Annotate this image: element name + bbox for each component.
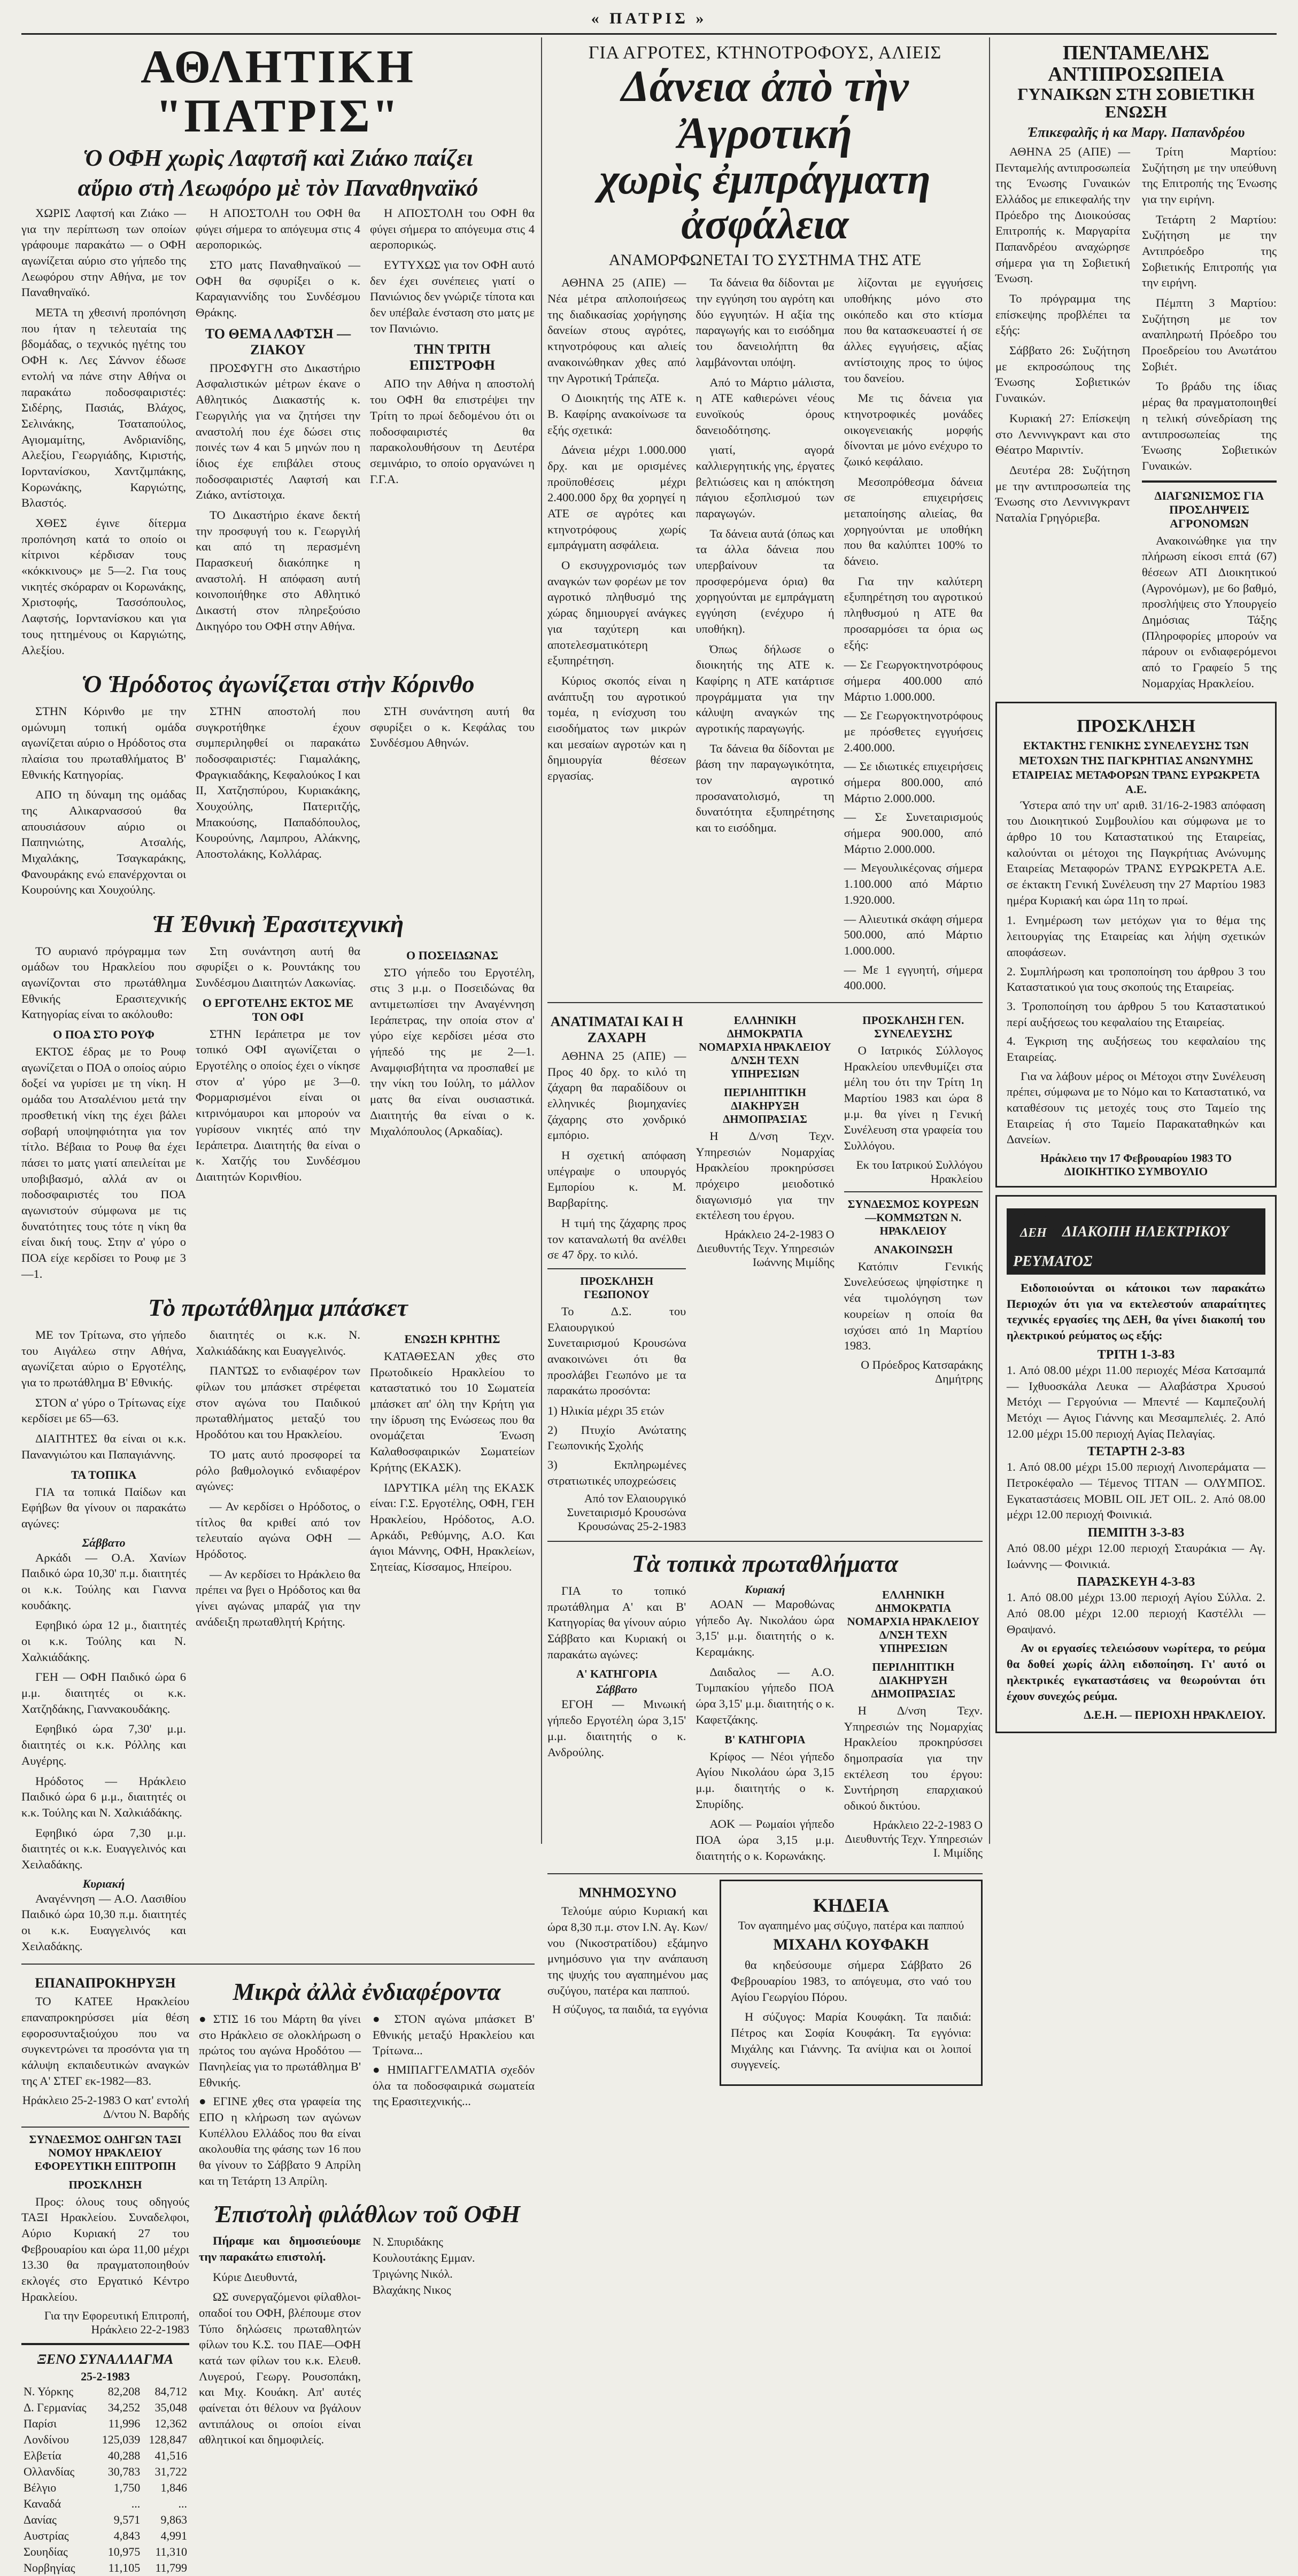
loans-paragraph: Δάνεια μέχρι 1.000.000 δρχ. και με ορισμένες προϋποθέσεις μέχρι 2.400.000 δρχ θα χορηγεί η ΑΤΕ σε αγρότες και κτηνοτρόφους χωρίς εμπράγματη ασφάλεια. (547, 443, 686, 552)
fx-rate: 4,991 (160, 2529, 187, 2543)
basket-subhead: ΕΝΩΣΗ ΚΡΗΤΗΣ (404, 1332, 500, 1346)
kouyros-subhead: ΑΝΑΚΟΙΝΩΣΗ (874, 1243, 953, 1256)
epistoli-headline: Ἐπιστολὴ φιλάθλων τοῦ ΟΦΗ (213, 2200, 521, 2228)
fx-rate: 82,208 (107, 2385, 141, 2399)
amateur-article (21, 943, 535, 1286)
power-outage-title-bar (1007, 1208, 1265, 1275)
fx-rate: 35,048 (154, 2401, 187, 2415)
schedule-item: ΕΓΟΗ — Μινωική γήπεδο Εργοτέλη ώρα 3,15' μ.μ. διαιτητής ο κ. Ανδρούλης. (547, 1697, 686, 1759)
ofh-paragraph: ΧΩΡΙΣ Λαφτσή και Ζιάκο — για την περίπτωση των οποίων γράφουμε παρακάτω — ο ΟΦΗ αγωνίζεται αύριο στο γήπεδο της Λεωφόρου στην Αθήνα, με τον Παναθηναϊκό. (21, 206, 186, 299)
sugar-paragraph: Η σχετική απόφαση υπέγραψε ο υπουργός Εμπορίου κ. Μ. Βαρβαρίτης. (547, 1149, 686, 1210)
amateur-subhead: Ο ΕΡΓΟΤΕΛΗΣ ΕΚΤΟΣ ΜΕ ΤΟΝ ΟΦΙ (202, 996, 354, 1023)
fx-rate: ... (178, 2497, 187, 2511)
basket-paragraph: ΚΑΤΑΘΕΣΑΝ χθες στο Πρωτοδικείο Ηρακλείου το καταστατικό του 10 Σωματεία μπάσκετ απ' όλη την Κρήτη για την ίδρυση της Ενώσεως που θα ονομάζεται Ένωση Καλαθοσφαιρικών Σωματείων Κρήτης (ΕΚΑΣΚ). (370, 1349, 535, 1474)
fx-rate: 11,310 (155, 2545, 187, 2559)
fx-row (21, 2416, 189, 2432)
fx-row (21, 2384, 189, 2400)
doctors-paragraph: Ο Ιατρικός Σύλλογος Ηρακλείου υπενθυμίζει στα μέλη του ότι την Τρίτη 1η Μαρτίου 1983 και ώρα 8 μ.μ. θα γίνει η Γενική Συνέλευση στα γραφεία του Συλλόγου. (844, 1043, 983, 1153)
fx-row (21, 2400, 189, 2416)
power-outage-day: ΠΕΜΠΤΗ 3-3-83 (1087, 1526, 1185, 1540)
epistoli-signature: Τριγώνης Νικόλ. (373, 2267, 453, 2281)
third-subhead: ΤΗΝ ΤΡΙΤΗ ΕΠΙΣΤΡΟΦΗ (410, 342, 495, 374)
schedule-item: Αρκάδι — Ο.Α. Χανίων Παιδικό ώρα 10,30' π.μ. διαιτητές οι κ.κ. Τούλης και Γιαννα κουδάκης. (21, 1550, 186, 1612)
epistoli-signature: Βλαχάκης Νικος (373, 2283, 451, 2297)
middle-lower (547, 1008, 983, 1536)
women-headline-1: ΠΕΝΤΑΜΕΛΗΣ ΑΝΤΙΠΡΟΣΩΠΕΙΑ (1048, 42, 1224, 86)
column-divider (541, 37, 542, 1844)
power-outage-footer: Αν οι εργασίες τελειώσουν νωρίτερα, το ρεύμα θα δοθεί χωρίς άλλη ειδοποίηση. Γι' αυτό οι ηλεκτρικές εγκαταστάσεις να θεωρούνται ότι έχουν συνεχώς ρεύμα. (1007, 1641, 1265, 1703)
dei-logo-icon: ΔΕΗ (1013, 1213, 1054, 1253)
power-outage-areas: 1. Από 08.00 μέχρι 11.00 περιοχές Μέσα Κατσαμπά — Ιχθυοσκάλα Λευκα — Αλαβάστρα Χρυσού Μετόχι — Γεργούνια — Μπεντέ — Καμπεζουλή Μετόχι — Αγιος Γιάννης και Μεσαμπελιές. 2. Από 12.00 μέχρι 15.00 περιοχή Αγίας Πελαγίας. (1007, 1363, 1265, 1440)
schedule-item: Εφηβικό ώρα 7,30 μ.μ. διαιτητές οι κ.κ. Ευαγγελινός και Χειλαδάκης. (21, 1826, 186, 1871)
loans-paragraph: Όπως δήλωσε ο διοικητής της ΑΤΕ κ. Καφίρης η ΑΤΕ κατάρτισε προγράμματα για την κάλυψη αναγκών της αγροτικής παραγωγής. (696, 642, 835, 735)
basket-article (21, 1327, 535, 1958)
column-divider (989, 37, 990, 1844)
women-paragraph: Δευτέρα 28: Συζήτηση με την αντιπροσωπεία της Ένωσης στο Λεννινγκραντ Ναταλία Γρηγόριεβα. (995, 463, 1130, 524)
divider (21, 2127, 189, 2128)
local-champ-article (547, 1583, 983, 1868)
herodotos-paragraph: ΣΤΗ συνάντηση αυτή θα σφυρίξει ο κ. Κεφάλας του Συνδέσμου Αθηνών. (370, 704, 535, 750)
sports-section (21, 41, 535, 2575)
fx-rate: 128,847 (149, 2433, 187, 2447)
basket-headline: Τὸ πρωτάθλημα μπάσκετ (148, 1294, 408, 1322)
mnimosyno-headline: ΜΝΗΜΟΣΥΝΟ (578, 1885, 677, 1901)
fx-rate: 9,571 (113, 2513, 141, 2527)
women-paragraph: Σάββατο 26: Συζήτηση με εκπροσώπους της Ένωσης Σοβιετικών Γυναικών. (995, 344, 1130, 405)
epistoli-paragraph: ΩΣ συνεργαζόμενοι φίλαθλοι-οπαδοί του ΟΦΗ, βλέπουμε στον Τύπο δηλώσεις πρωταθλητών φίλων του Κ.Σ. του ΠΑΕ—ΟΦΗ κατά των φίλων του κ.κ. Ελευθ. Λυγερού, Γεωργ. Ρουσοπάκη, και Μιχ. Κουάκη. Απ' αυτές φαίνεται ότι θέλουν να βγάλουν αντιπάλους οι οποίοι είναι αθλητικοί και δημοφιλείς. (199, 2290, 361, 2447)
masthead: « ΠΑΤΡΙΣ » (591, 10, 707, 27)
schedule-item: Κρίφος — Νέοι γήπεδο Αγίου Νικολάου ώρα 3,15 μ.μ. διαιτητής ο κ. Σπυρίδης. (696, 1749, 835, 1811)
theme-paragraph: ΠΡΟΣΦΥΓΗ στο Δικαστήριο Ασφαλιστικών μέτρων έκανε ο Αθλητικός Διακαστής κ. Γεωργιλής για να ζητήσει την αναστολή που έχε δώσει στις ποινές των 4 και 5 μηνών που η ίδιος έχε επιβάλει στους ποδοσφαιριστές Λαφτσή και Ζιάκο, αντίστοιχα. (196, 361, 360, 502)
farmer-call-item: 2) Πτυχίο Ανώτατης Γεωπονικής Σχολής (547, 1423, 686, 1453)
fx-currency: Αυστρίας (24, 2529, 69, 2543)
loans-paragraph: ΑΘΗΝΑ 25 (ΑΠΕ) — Νέα μέτρα απλοποιήσεως της διαδικασίας χορήγησης δανείων στους αγρότες, κτηνοτρόφους και αλιείς ανακοινώθηκαν χθες από την Αγροτική Τράπεζα. (547, 276, 686, 385)
fx-row (21, 2528, 189, 2544)
fx-row (21, 2448, 189, 2464)
women-byline: Ἐπικεφαλῆς ἡ κα Μαργ. Παπανδρέου (1027, 124, 1245, 140)
epistoli-paragraph: Πήραμε και δημοσιεύουμε την παρακάτω επιστολή. (199, 2234, 361, 2263)
divider (21, 1964, 535, 1965)
ofh-paragraph: ΣΤΟ ματς Παναθηναϊκού — ΟΦΗ θα σφυρίξει ο κ. Καραγιαννίδης του Συνδέσμου Θράκης. (196, 258, 360, 320)
sugar-headline: ΑΝΑΤΙΜΑΤΑΙ ΚΑΙ Η ΖΑΧΑΡΗ (550, 1013, 683, 1045)
power-outage-day: ΤΡΙΤΗ 1-3-83 (1097, 1347, 1175, 1362)
divider (547, 1002, 983, 1003)
agronomists-headline: ΔΙΑΓΩΝΙΣΜΟΣ ΓΙΑ ΠΡΟΣΛΗΨΕΙΣ ΑΓΡΟΝΟΜΩΝ (1154, 488, 1264, 530)
category-a-label: Α' ΚΑΤΗΓΟΡΙΑ (576, 1667, 658, 1681)
fx-rate: 4,843 (113, 2529, 141, 2543)
gov-paragraph: Η Δ/νση Τεχν. Υπηρεσιών Νομαρχίας Ηρακλείου προκηρύσσει πρόχειρο μειοδοτικό διαγωνισμό για την εκτέλεση του έργου. (696, 1129, 835, 1222)
divider (547, 1873, 983, 1874)
misc-headline: Μικρὰ ἀλλὰ ἐνδιαφέροντα (233, 1978, 501, 2006)
fx-row (21, 2512, 189, 2528)
basket-paragraph: ΔΙΑΙΤΗΤΕΣ θα είναι οι κ.κ. Πανανγιώτου και Παπαγιάννης. (21, 1432, 186, 1461)
loans-paragraph: Ο Διοικητής της ΑΤΕ κ. Β. Καφίρης ανακοίνωσε τα εξής σχετικά: (547, 391, 686, 437)
taxi-headline: ΣΥΝΔΕΣΜΟΣ ΟΔΗΓΩΝ ΤΑΞΙ ΝΟΜΟΥ ΗΡΑΚΛΕΙΟΥ ΕΦΟΡΕΥΤΙΚΗ ΕΠΙΤΡΟΠΗ (29, 2132, 182, 2172)
obituaries (547, 1880, 983, 2086)
fx-currency: Λονδίνου (24, 2433, 69, 2447)
mnimosyno-paragraph: Τελούμε αύριο Κυριακή και ώρα 8,30 π.μ. στον Ι.Ν. Αγ. Κων/νου (Νικοστρατίδου) εξάμηνο μνημόσυνο για την ανάπαυση της ψυχής του αγαπημένου μας συζύγου, πατέρα και παππού. (547, 1904, 708, 1997)
sports-headline-1: Ὁ ΟΦΗ χωρὶς Λαφτσῆ καὶ Ζιάκο παίζει (83, 144, 473, 171)
basket-paragraph: — Αν κερδίσει το Ηράκλειο θα πρέπει να βγει ο Ηρόδοτος και θα γίνει αγώνας μπαράζ για την ανάδειξη πρωταθλητή Κρήτης. (196, 1567, 360, 1628)
loan-limit-item: — Σε Γεωργοκτηνοτρόφους με πρόσθετες εγγυήσεις 2.400.000. (844, 709, 983, 754)
farmer-call-item: 1) Ηλικία μέχρι 35 ετών (547, 1404, 665, 1417)
fx-table (21, 2384, 189, 2576)
reprint-paragraph: ΤΟ ΚΑΤΕΕ Ηρακλείου επαναπροκηρύσσει μία θέση εφοροσυνταξιούχου που να συγκεντρώνει τα προσόντα για τη κάλυψη εκπαιδευτικών αναγκών της Α' ΣΤΕΓ εκ-1982—83. (21, 1995, 189, 2088)
farmer-call-headline: ΠΡΟΣΚΛΗΣΗ ΓΕΩΠΟΝΟΥ (580, 1274, 654, 1301)
epistoli-signature: Κουλουτάκης Εμμαν. (373, 2251, 475, 2265)
third-paragraph: ΑΠΟ την Αθήνα η αποστολή του ΟΦΗ θα επιστρέψει την Τρίτη το πρωί δεδομένου ότι οι ποδοσφαιριστές θα παρακολουθήσουν τη Δευτέρα σεμινάριο, το οποίο οργανώνει η Γ.Γ.Α. (370, 377, 535, 486)
women-paragraph: Τρίτη Μαρτίου: Συζήτηση με την υπεύθυνη της Επιτροπής της Ένωσης για την ειρήνη. (1142, 144, 1277, 206)
fx-currency: Σουηδίας (24, 2545, 68, 2559)
fx-currency: Βέλγιο (24, 2481, 57, 2495)
fx-rate: 31,722 (154, 2465, 187, 2479)
mnimosyno-signature: Η σύζυγος, τα παιδιά, τα εγγόνια (552, 2003, 708, 2016)
sugar-paragraph: ΑΘΗΝΑ 25 (ΑΠΕ) — Προς 40 δρχ. το κιλό τη ζάχαρη θα παραδίδουν οι ελληνικές βιομηχανίες ζάχαρης στο χονδρικό εμπόριο. (547, 1049, 686, 1142)
herodotos-headline: Ὁ Ἡρόδοτος ἀγωνίζεται στὴν Κόρινθο (81, 670, 475, 698)
fx-row (21, 2464, 189, 2480)
epistoli-paragraph: Κύριε Διευθυντά, (213, 2270, 298, 2284)
reprint-signature: Ηράκλειο 25-2-1983 Ο κατ' εντολή Δ/ντου Ν. Βαρδής (22, 2093, 189, 2121)
reprint-headline: ΕΠΑΝΑΠΡΟΚΗΡΥΞΗ (35, 1975, 176, 1991)
general-meeting-item: 3. Τροποποίηση του άρθρου 5 του Καταστατικού περί αυξήσεως του κεφαλαίου της Εταιρείας. (1007, 999, 1265, 1029)
amateur-subhead: Ο ΠΟΑ ΣΤΟ ΡΟΥΦ (53, 1028, 154, 1042)
amateur-paragraph: ΣΤΟ γήπεδο του Εργοτέλη, στις 3 μ.μ. ο Ποσειδώνας θα αντιμετωπίσει την Αναγέννηση Ιεράπετρας, την οποία στον α' γύρο είχε κερδίσει μέσα στο γήπεδό της με 2—1. Αναμφισβήτητα να προσπαθεί με την νίκη του Ιούλη, το μάλλον ματς θα είναι ουσιαστικά. Διαιτητής θα είναι ο κ. Μιχαλόπουλος (Αρκαδίας). (370, 965, 535, 1138)
sunday-label: Κυριακή (82, 1876, 125, 1890)
sports-headline-2: αὔριο στὴ Λεωφόρο μὲ τὸν Παναθηναϊκό (78, 175, 478, 201)
gov-signature: Ηράκλειο 24-2-1983 Ο Διευθυντής Τεχν. Υπηρεσιών Ιωάννης Μιμίδης (696, 1228, 835, 1269)
women-paragraph: Το βράδυ της ίδιας μέρας θα πραγματοποιηθεί η τελική σύνεδρίαση της αντιπροσωπείας της Ένωσης Σοβιετικών Γυναικών. (1142, 379, 1277, 472)
loans-paragraph: λίζονται με εγγυήσεις υποθήκης μόνο στο οικόπεδο και στο κτίσμα που θα κατασκευαστεί ή σε άλλες εγγυήσεις, αξίας αντίστοιχης προς το ύψος του δανείου. (844, 276, 983, 385)
schedule-item: ΑΟΚ — Ρωμαίοι γήπεδο ΠΟΑ ώρα 3,15 μ.μ. διαιτητής ο κ. Κορωνάκης. (696, 1817, 835, 1863)
fx-row (21, 2544, 189, 2560)
sugar-paragraph: Η τιμή της ζάχαρης προς τον καταναλωτή θα ανέλθει σε 47 δρχ. το κιλό. (547, 1216, 686, 1262)
funeral-relatives: Η σύζυγος: Μαρία Κουφάκη. Τα παιδιά: Πέτρος και Σοφία Κουφάκη. Τα εγγόνια: Μιχάλης και Γιάννης. Τα ανίψια και οι λοιποί συγγενείς. (731, 2010, 971, 2071)
amateur-paragraph: ΤΟ αυριανό πρόγραμμα των ομάδων του Ηρακλείου που αγωνίζονται στο πρωτάθλημα Εθνικής Ερασιτεχνικής Κατηγορίας είναι το ακόλουθο: (21, 944, 186, 1021)
power-outage-areas: 1. Από 08.00 μέχρι 13.00 περιοχή Αγίου Σύλλα. 2. Από 08.00 μέχρι 12.00 περιοχή Καστέλλι — Θραψανό. (1007, 1590, 1265, 1636)
loans-kicker: ΓΙΑ ΑΓΡΟΤΕΣ, ΚΤΗΝΟΤΡΟΦΟΥΣ, ΑΛΙΕΙΣ (588, 43, 942, 63)
funeral-name: ΜΙΧΑΗΛ ΚΟΥΦΑΚΗ (773, 1936, 929, 1954)
power-outage-day: ΠΑΡΑΣΚΕΥΗ 4-3-83 (1077, 1575, 1195, 1589)
misc-item: ● ΗΜΙΠΑΓΓΕΛΜΑΤΙΑ σχεδόν όλα τα ποδοσφαιρικά σωματεία της Ερασιτεχνικής... (373, 2063, 535, 2108)
power-outage-headline: ΔΙΑΚΟΠΗ ΗΛΕΚΤΡΙΚΟΥ ΡΕΥΜΑΤΟΣ (1013, 1223, 1229, 1270)
loan-limit-item: — Σε Γεωργοκτηνοτρόφους σήμερα 400.000 από Μάρτιο 1.000.000. (844, 658, 983, 703)
fx-currency: Παρίσι (24, 2417, 57, 2431)
fx-date: 25-2-1983 (81, 2370, 130, 2384)
doctors-headline: ΠΡΟΣΚΛΗΣΗ ΓΕΝ. ΣΥΝΕΛΕΥΣΗΣ (862, 1013, 964, 1040)
amateur-paragraph: Στη συνάντηση αυτή θα σφυρίξει ο κ. Ρουντάκης του Συνδέσμου Διαιτητών Λακωνίας. (196, 944, 360, 990)
theme-subhead: ΤΟ ΘΕΜΑ ΛΑΦΤΣΗ — ΖΙΑΚΟΥ (205, 325, 351, 358)
fx-rate: ... (131, 2497, 141, 2511)
sunday-label: Κυριακή (745, 1583, 785, 1596)
general-meeting-subhead: ΕΚΤΑΚΤΗΣ ΓΕΝΙΚΗΣ ΣΥΝΕΛΕΥΣΗΣ ΤΩΝ ΜΕΤΟΧΩΝ ΤΗΣ ΠΑΓΚΡΗΤΙΑΣ ΑΝΩΝΥΜΗΣ ΕΤΑΙΡΕΙΑΣ ΜΕΤΑΦΟΡΩΝ ΤΡΑΝΣ ΕΥΡΩΚΡΕΤΑ Α.Ε. (1012, 739, 1260, 796)
basket-subhead: ΤΑ ΤΟΠΙΚΑ (71, 1468, 137, 1481)
loans-paragraph: Ο εκσυγχρονισμός των αναγκών των φορέων με τον αγροτικό πληθυσμό της χώρας δημιουργεί ανάγκες για ταχύτερη και αποτελεσματικότερη εξυπηρέτηση. (547, 558, 686, 668)
fx-rate: 1,750 (113, 2481, 141, 2495)
basket-paragraph: διαιτητές οι κ.κ. Ν. Χαλκιάδάκης και Ευαγγελινός. (196, 1328, 360, 1357)
gov-headline: ΕΛΛΗΝΙΚΗ ΔΗΜΟΚΡΑΤΙΑ ΝΟΜΑΡΧΙΑ ΗΡΑΚΛΕΙΟΥ Δ/ΝΣΗ ΤΕΧΝ ΥΠΗΡΕΣΙΩΝ (699, 1013, 831, 1080)
fx-currency: Δ. Γερμανίας (24, 2401, 87, 2415)
gov2-subhead: ΠΕΡΙΛΗΠΤΙΚΗ ΔΙΑΚΗΡΥΞΗ ΔΗΜΟΠΡΑΣΙΑΣ (871, 1661, 956, 1701)
fx-rate: 11,996 (108, 2417, 141, 2431)
misc-item: ● ΕΓΙΝΕ χθες στα γραφεία της ΕΠΟ η κλήρωση των αγώνων Κυπέλλου Ελλάδος που θα είναι ακολουθία της φάσης των 16 που θα γίνουν το Σάββατο 9 Απρίλη και τη Τετάρτη 13 Απρίλη. (199, 2094, 361, 2187)
farmer-call-items (547, 1403, 686, 1488)
funeral-headline: ΚΗΔΕΙΑ (813, 1895, 890, 1917)
general-meeting-headline: ΠΡΟΣΚΛΗΣΗ (1077, 716, 1195, 736)
women-paragraph: Πέμπτη 3 Μαρτίου: Συζήτηση με τον αναπληρωτή Πρόεδρο του Προεδρείου του Ανωτάτου Σοβιέτ. (1142, 296, 1277, 373)
fx-rate: 34,252 (107, 2401, 141, 2415)
epistoli-signature: Ν. Σπυριδάκης (373, 2235, 443, 2249)
fx-rate: 84,712 (154, 2385, 187, 2399)
fx-rate: 1,846 (160, 2481, 187, 2495)
herodotos-paragraph: ΑΠΟ τη δύναμη της ομάδας της Αλικαρνασσού θα απουσιάσουν αύριο οι Παπηνιώτης, Ατσαλής, Μιχαλάκης, Τσαγκαράκης, Φανουράκης ενώ επανέρχονται οι Κουρούνης και Χουχούλης. (21, 788, 186, 897)
loans-paragraph: Τα δάνεια θα δίδονται με βάση την παραγωγικότητα, τον αγροτικό προσανατολισμό, τη δυνατότητα εξυπηρέτησης και το εισόδημα. (696, 741, 835, 835)
divider (1142, 480, 1277, 483)
schedule-item: ΓΕΗ — ΟΦΗ Παιδικό ώρα 6 μ.μ. διαιτητές οι κ.κ. Χατζηδάκης, Γιαννακουδάκης. (21, 1670, 186, 1716)
herodotos-paragraph: ΣΤΗΝ Κόρινθο με την ομώνυμη τοπική ομάδα αγωνίζεται αύριο ο Ηρόδοτος στα πλαίσια του πρωταθλήματος Β' Εθνικής Κατηγορίας. (21, 704, 186, 781)
fx-currency: Ελβετία (24, 2449, 61, 2463)
kouyros-paragraph: Κατόπιν Γενικής Συνελεύσεως ψηφίστηκε η νέα τιμολόγηση των κουρείων η οποία θα ισχύσει από 1η Μαρτίου 1983. (844, 1259, 983, 1353)
schedule-item: Ηρόδοτος — Ηράκλειο Παιδικό ώρα 6 μ.μ., διαιτητές οι κ.κ. Τούλης και Ν. Χαλκιάδάκης. (21, 1774, 186, 1819)
loan-limit-item: — Μεγουλικέςονας σήμερα 1.100.000 από Μάρτιο 1.920.000. (844, 861, 983, 906)
power-outage-areas: Από 08.00 μέχρι 12.00 περιοχή Σταυράκια — Αγ. Ιωάννης — Φοινικιά. (1007, 1541, 1265, 1571)
basket-paragraph: ΜΕ τον Τρίτωνα, στο γήπεδο του Αιγάλεω στην Αθήνα, αγωνίζεται αύριο ο Εργοτέλης, για το πρωτάθλημα Β' Εθνικής. (21, 1328, 186, 1390)
fx-headline: ΞΕΝΟ ΣΥΝΑΛΛΑΓΜΑ (37, 2352, 174, 2368)
ofh-article (21, 205, 535, 662)
women-headline-2: ΓΥΝΑΙΚΩΝ ΣΤΗ ΣΟΒΙΕΤΙΚΗ ΕΝΩΣΗ (1017, 84, 1255, 122)
loans-paragraph: Κύριος σκοπός είναι η ανάπτυξη του αγροτικού τομέα, η ενίσχυση του εισοδήματος των μικρών και μεσαίων αγροτών και η δημιουργία θέσεων εργασίας. (547, 673, 686, 782)
amateur-subhead: Ο ΠΟΣΕΙΔΩΝΑΣ (406, 948, 499, 962)
loans-paragraph: Με τις δάνεια για κτηνοτροφικές μονάδες οικογενειακής μορφής δίνονται με μόνο ενέχυρο το ζωικό κεφάλαιο. (844, 391, 983, 468)
fx-rate: 30,783 (107, 2465, 141, 2479)
farmer-call-paragraph: Το Δ.Σ. του Ελαιουργικού Συνεταιρισμού Κρουσώνα ανακοινώνει ότι θα προσλάβει Γεωπόνο με τα παρακάτω προσόντα: (547, 1304, 686, 1398)
loans-paragraph: Τα δάνεια αυτά (όπως και τα άλλα δάνεια που υπερβαίνουν τα προσφερόμενα όρια) θα χορηγούνται με εμπράγματη εγγύηση (ενέχυρο ή υποθήκη). (696, 526, 835, 635)
general-meeting-item: 1. Ενημέρωση των μετόχων για το θέμα της λειτουργίας της Εταιρείας και λήψη σχετικών αποφάσεων. (1007, 913, 1265, 959)
kouyros-headline: ΣΥΝΔΕΣΜΟΣ ΚΟΥΡΕΩΝ—ΚΟΜΜΩΤΩΝ Ν. ΗΡΑΚΛΕΙΟΥ (847, 1197, 979, 1237)
basket-paragraph: ΣΤΟΝ α' γύρο ο Τρίτωνας είχε κερδίσει με 65—63. (21, 1395, 186, 1425)
gov2-paragraph: Η Δ/νση Τεχν. Υπηρεσιών της Νομαρχίας Ηρακλείου προκηρύσσει δημοπρασία για την εκτέλεση του έργου: Συντήρηση επαρχιακού οδικού δικτύου. (844, 1704, 983, 1813)
farmer-call-signature: Από τον Ελαιουργικό Συνεταιρισμό Κρουσώνα Κρουσώνας 25-2-1983 (567, 1492, 686, 1533)
loan-limit-item: — Σε Συνεταιρισμούς σήμερα 900.000, από Μάρτιο 2.000.000. (844, 810, 983, 856)
taxi-signature: Για την Εφορευτική Επιτροπή, Ηράκλειο 22-2-1983 (44, 2309, 189, 2337)
divider (21, 2343, 189, 2345)
funeral-paragraph: θα κηδεύσουμε σήμερα Σάββατο 26 Φεβρουαρίου 1983, το απόγευμα, στο ναό του Αγίου Γεωργίου Πόρου. (731, 1958, 971, 2004)
misc-item: ● ΣΤΙΣ 16 του Μάρτη θα γίνει στο Ηράκλειο σε ολοκλήρωση ο πρώτος του αγώνα Ηροδότου — Πανηλείας για το πρωτάθλημα Β' Εθνικής. (199, 2012, 361, 2089)
power-outage-day: ΤΕΤΑΡΤΗ 2-3-83 (1087, 1445, 1185, 1459)
general-meeting-signature: Ηράκλειο την 17 Φεβρουαρίου 1983 ΤΟ ΔΙΟΙΚΗΤΙΚΟ ΣΥΜΒΟΥΛΙΟ (1040, 1152, 1232, 1178)
fx-row (21, 2432, 189, 2448)
amateur-headline: Ἡ Ἐθνικὴ Ἐρασιτεχνικὴ (152, 910, 404, 938)
basket-paragraph: — Αν κερδίσει ο Ηρόδοτος, ο τίτλος θα κριθεί από τον τελευταίο αγώνα ΟΦΗ — Ηρόδοτος. (196, 1499, 360, 1561)
kouyros-signature: Ο Πρόεδρος Κατσαράκης Δημήτρης (861, 1357, 983, 1385)
schedule-item: Δαιδαλος — Α.Ο. Τυμπακίου γήπεδο ΠΟΑ ώρα 3,15' μ.μ. διαιτητής ο κ. Καφετζάκης. (696, 1665, 835, 1726)
sports-banner: ΑΘΛΗΤΙΚΗ "ΠΑΤΡΙΣ" (141, 41, 415, 143)
fx-currency: Ν. Υόρκης (24, 2385, 74, 2399)
loans-paragraph: γιατί, αγορά καλλιεργητικής γης, έργατες βελτιώσεις και η απόκτηση πάγιου εξοπλισμού των παραγωγών. (696, 443, 835, 520)
general-meeting-item: 2. Συμπλήρωση και τροποποίηση του άρθρου 3 του Καταστατικού για τους σκοπούς της Εταιρείας. (1007, 964, 1265, 994)
ofh-paragraph: ΧΘΕΣ έγινε δίτερμα προπόνηση κατά το οποίο οι κίτρινοι κέρδισαν τους «κόκκινους» με 5—2. Για τους νικητές σκόραραν οι Κορωνάκης, Χριστοφής, Τασσόπουλος, Λαφτσής, Ιορντανίσκου και για τους ηττημένους οι Καργιώτης, Αλεξίου. (21, 516, 186, 657)
schedule-item: ΑΟΑΝ — Μαροθώνας γήπεδο Αγ. Νικολάου ώρα 3,15' μ.μ. διαιτητής ο κ. Κεραμάκης. (696, 1597, 835, 1659)
ofh-paragraph: ΜΕΤΑ τη χθεσινή προπόνηση που ήταν η τελευταία της βδομάδας, ο τεχνικός ηγέτης του ΟΦΗ κ. Λες Σάννον έδωσε εντολή να πάνε στην Αθήνα οι παρακάτω ποδοσφαιριστές: Σιδέρης, Πασιάς, Βλάχος, Σελινάκης, Τσαταπούλος, Αγιομαμίτης, Ανδριανίδης, Αλεξίου, Γεωργιάδης, Κιριστής, Ιορντανίσκου, Χαντζιμπάκης, Κορωνάκης, Καργιώτης, Βλαστός. (21, 306, 186, 510)
divider (547, 1268, 686, 1269)
saturday-label: Σάββατο (82, 1535, 126, 1549)
local-champ-headline: Τὰ τοπικὰ πρωταθλήματα (631, 1550, 899, 1578)
fx-row (21, 2560, 189, 2576)
women-paragraph: Το πρόγραμμα της επίσκεψης προβλέπει τα εξής: (995, 292, 1130, 337)
saturday-label: Σάββατο (596, 1683, 638, 1696)
general-meeting-paragraph: Για να λάβουν μέρος οι Μέτοχοι στην Συνέλευση πρέπει, σύμφωνα με το Νόμο και το Καταστατικό, να καταθέσουν τις μετοχές τους στο Ταμείο της Εταιρείας ή στο Ταμείο Παρακαταθηκών και Δανείων. (1007, 1069, 1265, 1146)
taxi-subhead: ΠΡΟΣΚΛΗΣΗ (68, 2178, 142, 2191)
ofh-paragraph: Η ΑΠΟΣΤΟΛΗ του ΟΦΗ θα φύγει σήμερα το απόγευμα στις 4 αεροπορικώς. (196, 206, 360, 252)
loans-article (547, 275, 983, 997)
basket-paragraph: ΤΟ ματς αυτό προσφορεί τα ρόλο βαθμολογικό ενδιαφέρον αγώνες: (196, 1447, 360, 1493)
schedule-item: Αναγέννηση — Α.Ο. Λασιθίου Παιδικό ώρα 10,30 π.μ. διαιτητές οι κ.κ. Ευαγγελινός και Χειλαδάκης. (21, 1891, 186, 1953)
gov2-signature: Ηράκλειο 22-2-1983 Ο Διευθυντής Τεχν. Υπηρεσιών Ι. Μιμίδης (845, 1818, 983, 1859)
divider (844, 1191, 983, 1192)
fx-rate: 125,039 (102, 2433, 141, 2447)
fx-rate: 41,516 (154, 2449, 187, 2463)
theme-paragraph: ΕΥΤΥΧΩΣ για τον ΟΦΗ αυτό δεν έχει συνέπειες γιατί ο Πανιώνιος δεν γνώριζε τίποτα και δεν υπέβαλε ένσταση στο ματς με τον Πανιώνιο. (370, 258, 535, 335)
loans-paragraph: Για την καλύτερη εξυπηρέτηση του αγροτικού πληθυσμού η ΑΤΕ θα προσαρμόσει τα όρια ως εξής: (844, 574, 983, 651)
basket-paragraph: ΠΑΝΤΩΣ το ενδιαφέρον των φίλων του μπάσκετ στρέφεται στον αγώνα του Παιδικού πρωταθλήματος μεταξύ του Ηροδότου και του Ηρακλείου. (196, 1364, 360, 1441)
general-meeting-paragraph: Ύστερα από την υπ' αριθ. 31/16-2-1983 απόφαση του Διοικητικού Συμβουλίου και σύμφωνα με το άρθρο 10 του Καταστατικού της Εταιρείας, καλούνται οι μέτοχοι της Παγκρήτιας Ανώνυμης Εταιρείας Μεταφορών ΤΡΑΝΣ ΕΥΡΩΚΡΕΤΑ Α.Ε. σε έκτακτη Γενική Συνέλευση την 27 Μαρτίου 1983 ημέρα Κυριακή και ώρα 11η το πρωί. (1007, 798, 1265, 907)
schedule-item: Εφηβικό ώρα 12 μ., διαιτητές οι κ.κ. Τούλης και Ν. Χαλκιάδάκης. (21, 1618, 186, 1664)
women-paragraph: ΑΘΗΝΑ 25 (ΑΠΕ) — Πενταμελής αντιπροσωπεία της Ένωσης Γυναικών Ελλάδος με επικεφαλής την Πρόεδρο της Διοικούσας Επιτροπής κ. Μαργαρίτα Παπανδρέου αναχώρησε σήμερα για τη Σοβιετική Ένωση. (995, 144, 1130, 285)
taxi-paragraph: Προς: όλους τους οδηγούς ΤΑΞΙ Ηρακλείου. Συναδελφοι, Αύριο Κυριακή 27 του Φεβρουαρίου και ώρα 11,00 μέχρι 13.30 θα πραγματοποιηθούν εκλογές στο Εργατικό Κέντρο Ηρακλείου. (21, 2194, 189, 2303)
amateur-paragraph: ΕΚΤΟΣ έδρας με το Ρουφ αγωνίζεται ο ΠΟΑ ο οποίος αύριο δοξεί να γυρίσει με τη νίκη. Η ομάδα του Ατσαλένιου μετά την προσθετική νίκη της έχει βάλει σοβαρή υποψηφιότητα για τον τίτλο. Βέβαια το Ρουφ θα έχει πάσει το ματς γιατί απειλείται με υποβιβασμό, αλλά αν οι ποδοσφαιριστές του ΠΟΑ αγωνιστούν σύμφωνα με τις δυνατότητες τους τότε η νίκη θα είναι δική τους. Στην α' γύρο ο ΠΟΑ είχε κερδίσει το Ρουφ με 3—1. (21, 1045, 186, 1281)
loans-paragraph: Από το Μάρτιο μάλιστα, η ΑΤΕ καθιερώνει νέους ευνοϊκούς όρους δανειοδότησης. (696, 375, 835, 437)
loans-headline-2: χωρὶς ἐμπράγματη ἀσφάλεια (599, 156, 931, 249)
theme-paragraph: ΤΟ Δικαστήριο έκανε δεκτή την προσφυγή του κ. Γεωργιλή και από τη περασμένη Παρασκευή διακόπηκε η αναστολή. Η απόφαση αυτή κοινοποιήθηκε στο Αθλητικό Δικαστή στον πληρεξούσιο Δικηγόρο του ΟΦΗ στην Αθήνα. (196, 508, 360, 633)
power-outage-intro: Ειδοποιούνται οι κάτοικοι των παρακάτω Περιοχών ότι για να εκτελεστούν απαραίτητες τεχνικές εργασίες της ΔΕΗ, θα γίνει διακοπή του ηλεκτρικού ρεύματος ως εξής: (1007, 1281, 1265, 1343)
theme-paragraph: Η ΑΠΟΣΤΟΛΗ του ΟΦΗ θα φύγει σήμερα το απόγευμα στις 4 αεροπορικώς. (370, 206, 535, 252)
women-paragraph: Τετάρτη 2 Μαρτίου: Συζήτηση με την Αντιπρόεδρο της Σοβιετικής Επιτροπής για την ειρήνη. (1142, 212, 1277, 290)
general-meeting-items (1007, 912, 1265, 1065)
misc-item: ● ΣΤΟΝ αγώνα μπάσκετ Β' Εθνικής μεταξύ Ηρακλείου και Τρίτωνα... (373, 2012, 535, 2058)
fx-rate: 9,863 (160, 2513, 187, 2527)
schedule-item: Εφηβικό ώρα 7,30' μ.μ. διαιτητές οι κ.κ. Ρόλλης και Αυγέρης. (21, 1722, 186, 1767)
masthead-rule (21, 33, 1277, 35)
fx-rate: 11,105 (108, 2561, 141, 2575)
fx-row (21, 2496, 189, 2512)
gov-subhead: ΠΕΡΙΛΗΠΤΙΚΗ ΔΙΑΚΗΡΥΞΗ ΔΗΜΟΠΡΑΣΙΑΣ (723, 1085, 807, 1126)
fx-currency: Δανίας (24, 2513, 57, 2527)
fx-rate: 40,288 (107, 2449, 141, 2463)
agronomists-paragraph: Ανακοινώθηκε για την πλήρωση είκοσι επτά (67) θέσεων ΑΤΙ Διοικητικού (Αγρονόμων), με 6ο βαθμό, προσλήψεις στο Υπουργείο Δημόσιας Τάξης (Πληροφορίες μπορούν να πάρουν οι ενδιαφερόμενοι από το Γραφείο 5 της Νομαρχίας Ηρακλείου. (1142, 533, 1277, 690)
loans-deck: ΑΝΑΜΟΡΦΩΝΕΤΑΙ ΤΟ ΣΥΣΤΗΜΑ ΤΗΣ ΑΤΕ (608, 251, 922, 269)
power-outage-areas: 1. Από 08.00 μέχρι 15.00 περιοχή Λινοπεράματα — Πετροκέφαλο — Τέμενος ΤΙΤΑΝ — ΟΛΥΜΠΟΣ. Εγκαταστάσεις MOBIL OIL JET OIL. 2. Από 08.00 μέχρι 12.00 περιοχή Φοινικιά. (1007, 1460, 1265, 1522)
herodotos-paragraph: ΣΤΗΝ αποστολή που συγκροτήθηκε έχουν συμπεριληφθεί οι παρακάτω ποδοσφαιριστές: Γιαμαλάκης, Φραγκιαδάκης, Κεφαλούκος Ι και ΙΙ, Χατζησπύρου, Κυριακάκης, Χουχούλης, Πατεριτζής, Μπακούσης, Παπαδόπουλος, Κουρούνης, Λαμπρου, Αλάκνης, Αποστολάκης, Κολλάρας. (196, 704, 360, 860)
loan-limit-item: — Αλιευτικά σκάφη σήμερα 500.000, από Μάρτιο 1.000.000. (844, 912, 983, 957)
loans-paragraph: Τα δάνεια θα δίδονται με την εγγύηση του αγρότη και δύο εγγυητών. Η αξία της παραγωγής και το εισόδημα του δανειολήπτη θα λαμβάνονται υπόψη. (696, 276, 835, 369)
gov2-headline: ΕΛΛΗΝΙΚΗ ΔΗΜΟΚΡΑΤΙΑ ΝΟΜΑΡΧΙΑ ΗΡΑΚΛΕΙΟΥ Δ/ΝΣΗ ΤΕΧΝ ΥΠΗΡΕΣΙΩΝ (847, 1588, 980, 1655)
loans-headline-1: Δάνεια ἀπὸ τὴν Ἀγροτική (621, 61, 909, 159)
divider (547, 1541, 983, 1542)
women-article (995, 144, 1277, 696)
farmer-call-item: 3) Εκπληρωμένες στρατιωτικές υποχρεώσεις (547, 1458, 686, 1487)
loan-limit-item: — Σε ιδιωτικές επιχειρήσεις σήμερα 800.000, από Μάρτιο 2.000.000. (844, 759, 983, 805)
loan-limit-item: — Με 1 εγγυητή, σήμερα 400.000. (844, 963, 983, 992)
local-champ-paragraph: ΓΙΑ το τοπικό πρωτάθλημα Α' και Β' Κατηγορίας θα γίνουν αύριο Σάββατο και Κυριακή οι παρακάτω αγώνες: (547, 1584, 686, 1661)
right-section (995, 43, 1277, 1838)
funeral-intro: Τον αγαπημένο μας σύζυγο, πατέρα και παππού (738, 1919, 964, 1933)
category-b-label: Β' ΚΑΤΗΓΟΡΙΑ (724, 1733, 806, 1746)
power-outage-days (1007, 1348, 1265, 1638)
power-outage-signature: Δ.Ε.Η. — ΠΕΡΙΟΧΗ ΗΡΑΚΛΕΙΟΥ. (1084, 1708, 1265, 1722)
fx-rate: 11,799 (155, 2561, 187, 2575)
basket-paragraph: ΙΔΡΥΤΙΚΑ μέλη της ΕΚΑΣΚ είναι: Γ.Σ. Εργοτέλης, ΟΦΗ, ΓΕΗ Ηρακλείου, Ηρόδοτος, Α.Ο. Αρκάδι, Ρεθύμνης, Α.Ο. Και άγιοι Μάννης, ΟΦΗ, Ηρακλείων, Σητείας, Κίσσαμος, Ηπείρου. (370, 1480, 535, 1573)
amateur-paragraph: ΣΤΗΝ Ιεράπετρα με τον τοπικό ΟΦΙ αγωνίζεται ο Εργοτέλης ο οποίος έχει ο νίκησε στον α' γύρο με 3—0. Φορμαρισμένοι είναι οι κιτρινόμαυροι και μπορούν να γυρίσουν νικητές από την Ιεράπετρα. Διαιτητής θα είναι ο κ. Χατζής του Συνδέσμου Διαιτητών Κορινθίου. (196, 1027, 360, 1183)
loan-limits-list (844, 657, 983, 994)
fx-currency: Νορβηγίας (24, 2561, 75, 2575)
general-meeting-item: 4. Έγκριση της αυξήσεως του κεφαλαίου της Εταιρείας. (1007, 1034, 1265, 1064)
herodotos-article (21, 703, 535, 902)
lower-sports (21, 1970, 535, 2576)
fx-rate: 10,975 (107, 2545, 141, 2559)
power-outage-box (995, 1195, 1277, 1733)
basket-paragraph: ΓΙΑ τα τοπικά Παίδων και Εφήβων θα γίνουν οι παρακάτω αγώνες: (21, 1485, 186, 1530)
fx-row (21, 2480, 189, 2496)
fx-currency: Καναδά (24, 2497, 61, 2511)
women-paragraph: Κυριακή 27: Επίσκεψη στο Λεννινγκραντ και στο Θέατρο Μαριντίν. (995, 411, 1130, 457)
fx-currency: Ολλανδίας (24, 2465, 75, 2479)
doctors-signature: Εκ του Ιατρικού Συλλόγου Ηρακλείου (856, 1158, 983, 1185)
general-meeting-box (995, 702, 1277, 1188)
fx-rate: 12,362 (154, 2417, 187, 2431)
middle-section (547, 43, 983, 2071)
loans-paragraph: Μεσοπρόθεσμα δάνεια σε επιχειρήσεις μεταποίησης αλιείας, θα χορηγούνται με υποθήκη που θα καλύπτει 100% το δάνειο. (844, 475, 983, 568)
